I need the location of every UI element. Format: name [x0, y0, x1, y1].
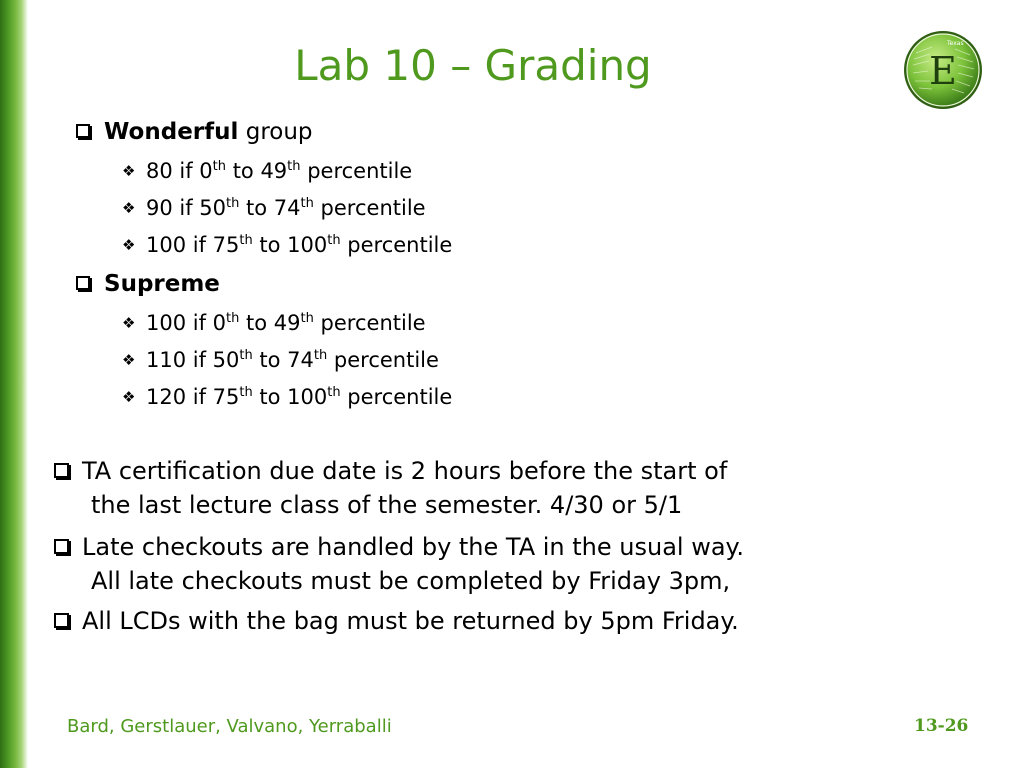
item-text: percentile	[313, 311, 426, 335]
superscript: th	[239, 385, 253, 400]
note-line: Late checkouts are handled by the TA in the usual way.	[82, 533, 744, 561]
diamond-bullet-icon: ❖	[122, 162, 136, 180]
superscript: th	[327, 233, 341, 248]
superscript: th	[239, 233, 253, 248]
checkbox-bullet-icon	[54, 613, 69, 628]
item-text: to 49	[239, 311, 301, 335]
item-text: 80 if 0	[146, 159, 213, 183]
group-name: Supreme	[104, 271, 220, 297]
item-text: 110 if 50	[146, 348, 240, 372]
note-line: All LCDs with the bag must be returned by 5pm Friday.	[82, 607, 739, 635]
diamond-bullet-icon: ❖	[122, 351, 136, 369]
note-line: the last lecture class of the semester. 4/30 or 5/1	[91, 491, 683, 519]
item-text: to 74	[239, 196, 301, 220]
item-text: 100 if 75	[146, 233, 240, 257]
group-suffix: group	[238, 119, 313, 145]
note-line: All late checkouts must be completed by Friday 3pm,	[91, 567, 731, 595]
diamond-bullet-icon: ❖	[122, 388, 136, 406]
list-item	[122, 309, 426, 337]
note-line: TA certification due date is 2 hours before the start of	[82, 457, 728, 485]
list-item	[122, 194, 426, 222]
checkbox-bullet-icon	[76, 124, 90, 138]
item-text: to 100	[252, 385, 328, 409]
superscript: th	[313, 348, 328, 363]
logo-caption: Texas	[947, 40, 964, 47]
logo-letter: E	[929, 49, 957, 93]
note-item	[54, 454, 727, 522]
item-text: percentile	[300, 159, 413, 183]
item-text: to 74	[252, 348, 314, 372]
list-item	[122, 157, 412, 185]
item-text: percentile	[340, 385, 453, 409]
item-text: 120 if 75	[146, 385, 240, 409]
superscript: th	[226, 311, 240, 326]
item-text: to 100	[252, 233, 328, 257]
diamond-bullet-icon: ❖	[122, 236, 136, 254]
checkbox-bullet-icon	[54, 463, 69, 478]
left-decorative-bar	[0, 0, 28, 768]
group-heading-supreme	[76, 269, 220, 299]
item-text: 90 if 50	[146, 196, 227, 220]
item-text: percentile	[340, 233, 453, 257]
item-text: to 49	[226, 159, 288, 183]
checkbox-bullet-icon	[54, 539, 69, 554]
footer-authors: Bard, Gerstlauer, Valvano, Yerraballi	[67, 716, 392, 737]
superscript: th	[287, 159, 301, 174]
group-name: Wonderful	[104, 119, 239, 145]
diamond-bullet-icon: ❖	[122, 199, 136, 217]
list-item	[122, 383, 452, 411]
diamond-bullet-icon: ❖	[122, 314, 136, 332]
group-heading-wonderful	[76, 117, 313, 147]
superscript: th	[226, 196, 240, 211]
page-number: 13-26	[914, 716, 969, 736]
note-item	[54, 604, 739, 638]
superscript: th	[239, 348, 253, 363]
note-item	[54, 530, 744, 598]
item-text: percentile	[313, 196, 426, 220]
texas-e-seal-logo	[902, 29, 984, 111]
slide-title: Lab 10 – Grading	[294, 41, 652, 90]
superscript: th	[212, 159, 227, 174]
item-text: percentile	[327, 348, 439, 372]
superscript: th	[300, 311, 314, 326]
list-item	[122, 346, 439, 374]
superscript: th	[300, 196, 314, 211]
item-text: 100 if 0	[146, 311, 227, 335]
checkbox-bullet-icon	[76, 276, 90, 290]
list-item	[122, 231, 452, 259]
superscript: th	[327, 385, 341, 400]
